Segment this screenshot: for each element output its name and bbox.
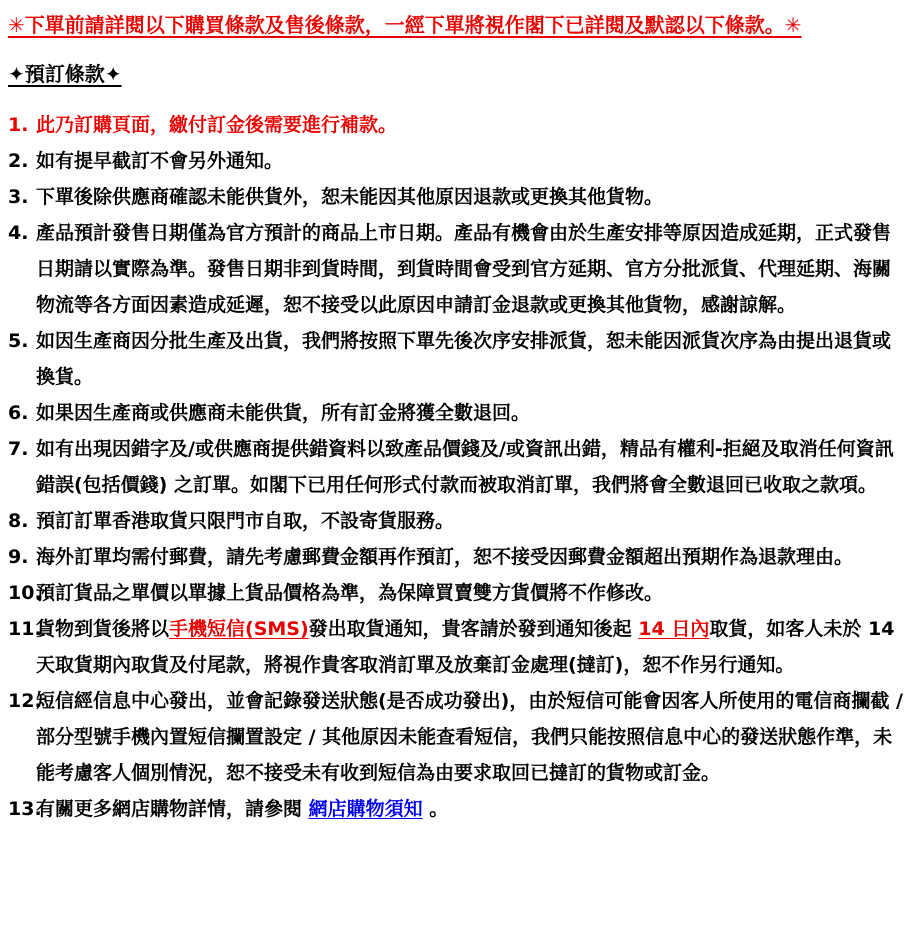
term-number: 10. bbox=[8, 582, 42, 604]
sms-highlight: 手機短信(SMS) bbox=[169, 618, 309, 640]
term-number: 9. bbox=[8, 546, 29, 568]
term-item bbox=[8, 215, 903, 323]
term-text-segment: 貨物到貨後將以 bbox=[36, 618, 170, 640]
term-number: 2. bbox=[8, 150, 29, 172]
term-text bbox=[36, 107, 903, 143]
purchase-notice-banner: ✳下單前請詳閱以下購買條款及售後條款，一經下單將視作閣下已詳閱及默認以下條款。✳ bbox=[8, 13, 802, 37]
term-text-segment: 如有提早截訂不會另外通知。 bbox=[36, 150, 284, 172]
term-number: 12. bbox=[8, 690, 42, 712]
term-text-segment: 海外訂單均需付郵費，請先考慮郵費金額再作預訂，恕不接受因郵費金額超出預期作為退款理由。 bbox=[36, 546, 854, 568]
term-text-segment: 有關更多網店購物詳情，請參閱 bbox=[36, 798, 309, 820]
term-text-segment: 發出取貨通知，貴客請於發到通知後起 bbox=[308, 618, 639, 640]
term-item bbox=[8, 791, 903, 827]
term-item bbox=[8, 575, 903, 611]
term-number: 7. bbox=[8, 438, 29, 460]
term-text-segment: 取貨，如客人未於 14 天取貨期內取貨及付尾款，將視作貴客取消訂單及放棄訂金處理(撻訂)，恕不作另行通知。 bbox=[36, 618, 895, 676]
term-item bbox=[8, 503, 903, 539]
term-text-segment: 如因生產商因分批生產及出貨，我們將按照下單先後次序安排派貨，恕未能因派貨次序為由提出退貨或換貨。 bbox=[36, 330, 892, 388]
pickup-deadline-highlight: 14 日內 bbox=[638, 618, 710, 640]
term-text-segment: 短信經信息中心發出，並會記錄發送狀態(是否成功發出)，由於短信可能會因客人所使用的電信商攔截 / 部分型號手機內置短信攔置設定 / 其他原因未能查看短信，我們只能按照信息中心的發送狀態作準，未能考慮客人個別情況，恕不接受未有收到短信為由要求取回已撻訂的貨物或訂金。 bbox=[36, 690, 903, 784]
term-text-segment: 預訂訂單香港取貨只限門市自取，不設寄貨服務。 bbox=[36, 510, 455, 532]
term-number: 1. bbox=[8, 114, 29, 136]
term-number: 8. bbox=[8, 510, 29, 532]
term-text bbox=[36, 575, 903, 611]
term-text bbox=[36, 539, 903, 575]
term-item bbox=[8, 611, 903, 683]
term-item bbox=[8, 395, 903, 431]
term-text-segment: 下單後除供應商確認未能供貨外，恕未能因其他原因退款或更換其他貨物。 bbox=[36, 186, 664, 208]
term-text bbox=[36, 395, 903, 431]
term-text-segment: 預訂貨品之單價以單據上貨品價格為準，為保障買賣雙方貨價將不作修改。 bbox=[36, 582, 664, 604]
term-number: 5. bbox=[8, 330, 29, 352]
term-text bbox=[36, 179, 903, 215]
term-number: 3. bbox=[8, 186, 29, 208]
term-text bbox=[36, 791, 903, 827]
term-number: 6. bbox=[8, 402, 29, 424]
term-text bbox=[36, 611, 903, 683]
term-number: 4. bbox=[8, 222, 29, 244]
term-item bbox=[8, 323, 903, 395]
term-number: 11. bbox=[8, 618, 42, 640]
term-text bbox=[36, 143, 903, 179]
term-text-segment: 此乃訂購頁面，繳付訂金後需要進行補款。 bbox=[36, 114, 398, 136]
term-text-segment: 。 bbox=[422, 798, 449, 820]
term-text-segment: 如果因生產商或供應商未能供貨，所有訂金將獲全數退回。 bbox=[36, 402, 531, 424]
term-item bbox=[8, 107, 903, 143]
term-text bbox=[36, 503, 903, 539]
term-item bbox=[8, 179, 903, 215]
term-text bbox=[36, 683, 903, 791]
term-text-segment: 如有出現因錯字及/或供應商提供錯資料以致產品價錢及/或資訊出錯，精品有權利-拒絕及取消任何資訊錯誤(包括價錢) 之訂單。如閣下已用任何形式付款而被取消訂單，我們將會全數退回已收取之款項。 bbox=[36, 438, 894, 496]
shop-guide-link[interactable]: 網店購物須知 bbox=[308, 798, 423, 820]
term-text bbox=[36, 215, 903, 323]
term-item bbox=[8, 683, 903, 791]
term-item bbox=[8, 539, 903, 575]
term-number: 13. bbox=[8, 798, 42, 820]
preorder-terms-title: ✦預訂條款✦ bbox=[8, 62, 122, 86]
term-text-segment: 產品預計發售日期僅為官方預計的商品上市日期。產品有機會由於生產安排等原因造成延期，正式發售日期請以實際為準。發售日期非到貨時間，到貨時間會受到官方延期、官方分批派貨、代理延期、海關物流等各方面因素造成延遲，恕不接受以此原因申請訂金退款或更換其他貨物，感謝諒解。 bbox=[36, 222, 892, 316]
terms-list bbox=[8, 107, 903, 827]
term-item bbox=[8, 431, 903, 503]
term-text bbox=[36, 431, 903, 503]
term-item bbox=[8, 143, 903, 179]
term-text bbox=[36, 323, 903, 395]
